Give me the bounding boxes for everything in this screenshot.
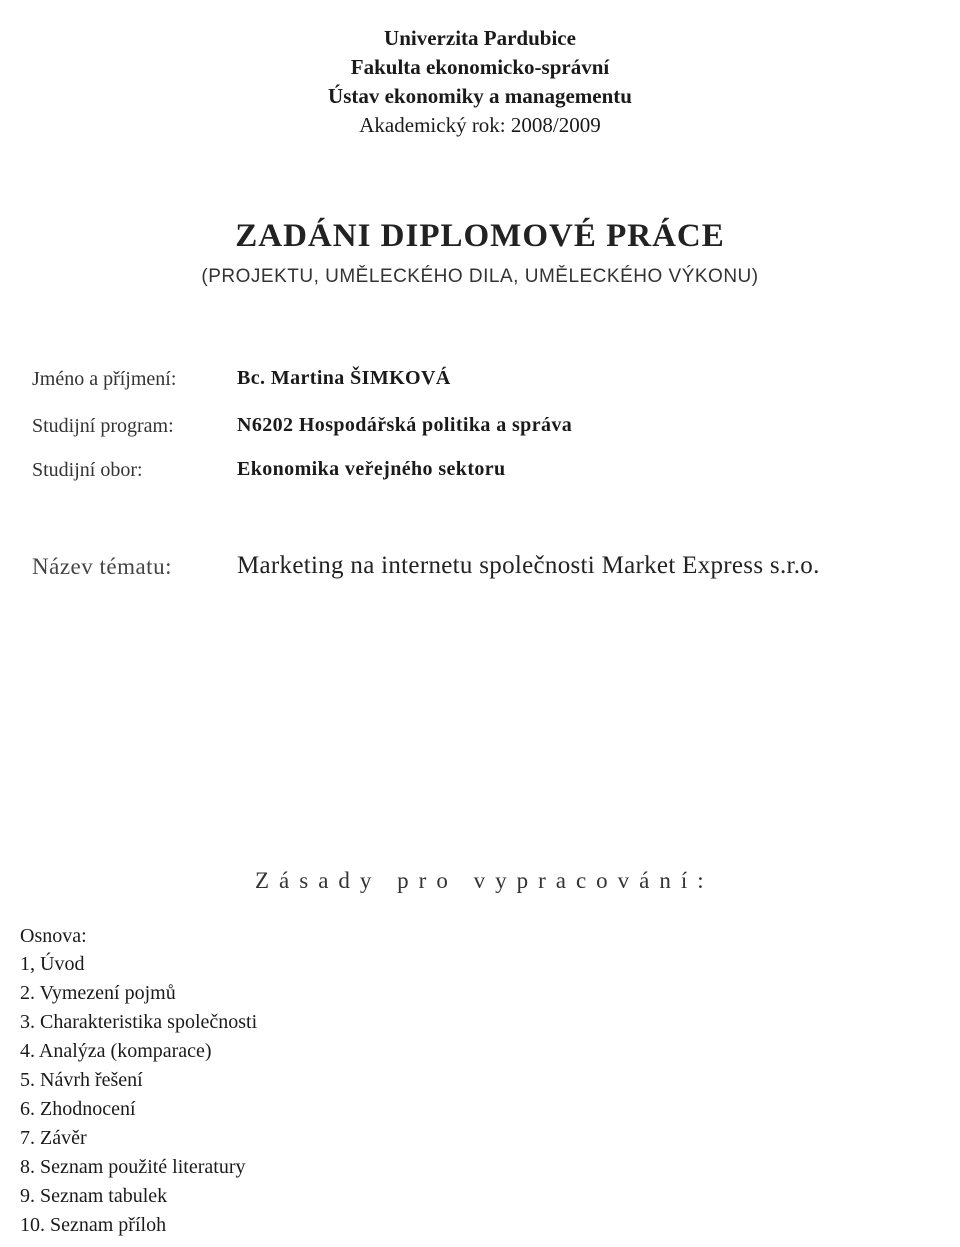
topic-label: Název tématu: (32, 554, 172, 579)
list-item: 4. Analýza (komparace) (20, 1040, 212, 1062)
academic-year: Akademický rok: 2008/2009 (359, 113, 601, 137)
name-label: Jméno a příjmení: (32, 368, 177, 390)
institute-name: Ústav ekonomiky a managementu (328, 84, 632, 108)
outline-list (20, 952, 257, 1242)
name-value: Bc. Martina ŠIMKOVÁ (237, 367, 451, 389)
list-item: 5. Návrh řešení (20, 1069, 143, 1091)
list-item: 9. Seznam tabulek (20, 1185, 168, 1207)
field-label: Studijní obor: (32, 459, 143, 481)
document-subtitle: (PROJEKTU, UMĚLECKÉHO DILA, UMĚLECKÉHO VÝKONU) (201, 266, 759, 287)
program-value: N6202 Hospodářská politika a správa (237, 414, 573, 436)
outline-label: Osnova: (20, 925, 87, 947)
list-item: 10. Seznam příloh (20, 1214, 167, 1236)
list-item: 2. Vymezení pojmů (20, 982, 176, 1004)
program-label: Studijní program: (32, 415, 174, 437)
topic-value: Marketing na internetu společnosti Market Express s.r.o. (237, 552, 820, 579)
document-title: ZADÁNI DIPLOMOVÉ PRÁCE (235, 218, 725, 254)
field-value: Ekonomika veřejného sektoru (237, 458, 506, 480)
list-item: 8. Seznam použité literatury (20, 1156, 246, 1178)
list-item: 6. Zhodnocení (20, 1098, 136, 1120)
faculty-name: Fakulta ekonomicko-správní (350, 55, 610, 79)
list-item: 3. Charakteristika společnosti (20, 1011, 258, 1033)
list-item: 1, Úvod (20, 953, 85, 975)
rules-heading: Zásady pro vypracování: (255, 868, 714, 893)
university-name: Univerzita Pardubice (384, 26, 576, 50)
list-item: 7. Závěr (20, 1127, 87, 1149)
